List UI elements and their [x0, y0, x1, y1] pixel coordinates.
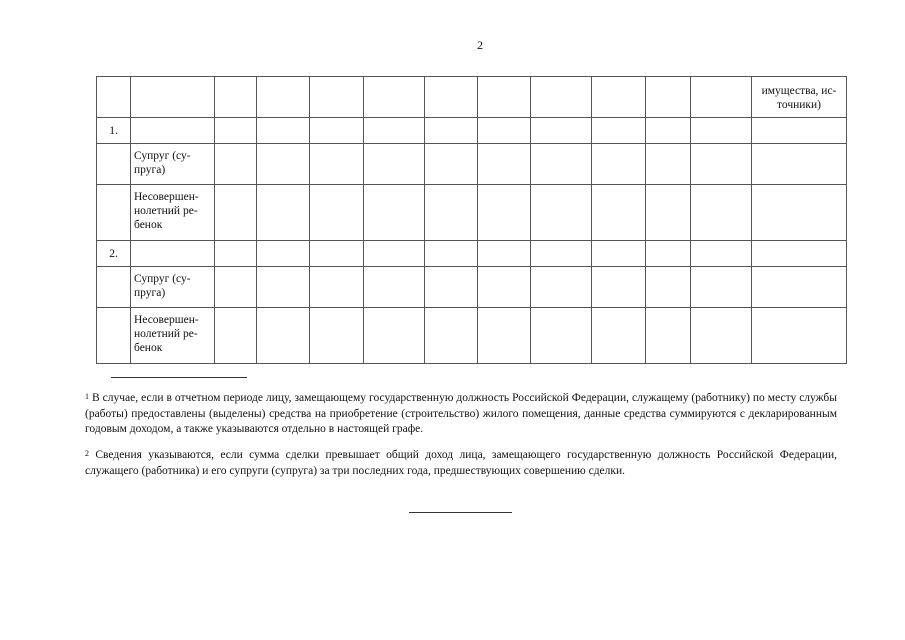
row-label: Несовершен-нолетний ре-бенок [131, 185, 215, 241]
footnote-separator [111, 377, 247, 378]
table-row [97, 241, 847, 267]
row-number [97, 185, 131, 241]
declaration-table [96, 76, 847, 364]
row-number [97, 144, 131, 185]
row-label: Супруг (су-пруга) [131, 144, 215, 185]
table-row [97, 185, 847, 241]
header-cell-property-sources: имущества, ис-точники) [752, 77, 847, 118]
end-of-page-line [409, 512, 512, 513]
page-number: 2 [477, 38, 483, 52]
table-row [97, 118, 847, 144]
row-label [131, 118, 215, 144]
footnote-marker: 2 [85, 449, 89, 458]
row-label: Супруг (су-пруга) [131, 267, 215, 308]
footnote-text: Сведения указываются, если сумма сделки превышает общий доход лица, замещающего государственную должность Российской Федерации, служащего (работника) и его супруги (супруга) за три последних года, предшествующих совершению сделки. [85, 449, 837, 477]
footnote-2 [85, 448, 837, 479]
row-number: 2. [97, 241, 131, 267]
table-header-row [97, 77, 847, 118]
table-row [97, 144, 847, 185]
row-label [131, 241, 215, 267]
row-number [97, 267, 131, 308]
row-number: 1. [97, 118, 131, 144]
footnote-marker: 1 [85, 392, 89, 401]
row-label: Несовершен-нолетний ре-бенок [131, 308, 215, 364]
table-row [97, 308, 847, 364]
footnote-text: В случае, если в отчетном периоде лицу, замещающему государственную должность Российской Федерации, служащему (работнику) по месту службы (работы) предоставлены (выделены) средства на приобретение (строительство) жилого помещения, данные средства суммируются с декларированным годовым доходом, а также указываются отдельно в настоящей графе. [85, 392, 838, 435]
table-row [97, 267, 847, 308]
row-number [97, 308, 131, 364]
footnote-1 [85, 391, 837, 438]
